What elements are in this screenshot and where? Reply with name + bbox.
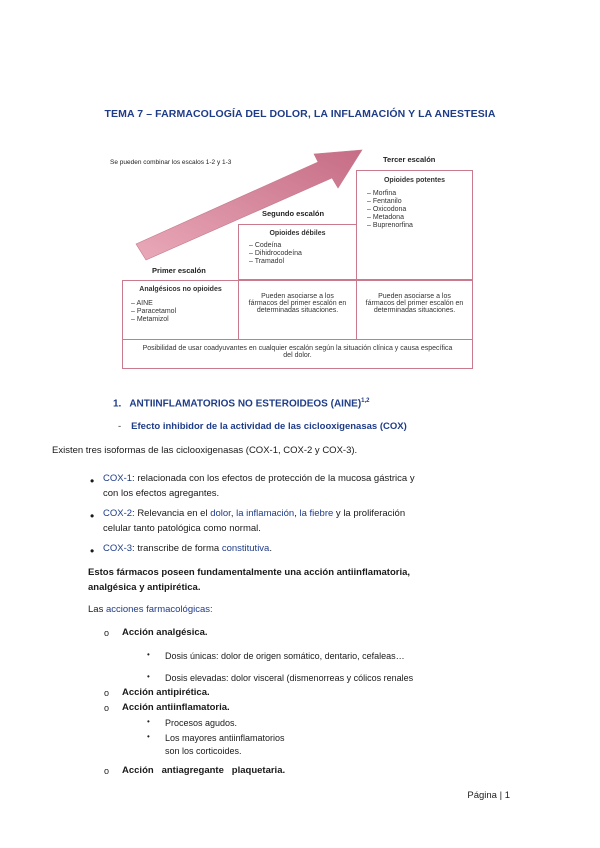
circle-bullet: o	[104, 688, 110, 698]
adjuvant-note-box	[122, 339, 473, 369]
emphasis-line2: analgésica y antipirética.	[88, 582, 201, 593]
mayores-line1: Los mayores antiinflamatorios	[165, 733, 285, 743]
accion-antiinflamatoria: Acción antiinflamatoria.	[122, 702, 230, 713]
step1-item: – AINE	[131, 300, 153, 307]
cox3-constitutiva: constitutiva	[221, 543, 270, 554]
cox2-dolor: dolor	[210, 508, 231, 519]
page-title: TEMA 7 – FARMACOLOGÍA DEL DOLOR, LA INFLAMACIÓN Y LA ANESTESIA	[104, 108, 496, 120]
bullet: •	[90, 509, 95, 523]
section-heading	[113, 398, 370, 409]
accion-antipiretica: Acción antipirética.	[122, 687, 210, 698]
circle-bullet: o	[104, 628, 110, 638]
section-heading-text: ANTIINFLAMATORIOS NO ESTEROIDEOS (AINE)	[129, 398, 362, 410]
step2-item: – Dihidrocodeína	[249, 250, 302, 257]
step1-item: – Paracetamol	[131, 308, 177, 315]
sub-bullet: •	[147, 717, 150, 726]
sub-bullet: •	[147, 732, 150, 741]
cox2-fiebre: la fiebre	[299, 508, 334, 519]
cox3-text: : transcribe de forma	[132, 543, 222, 554]
dosis-elevadas: Dosis elevadas: dolor visceral (dismenorreas y cólicos renales	[165, 673, 414, 683]
section-number: 1.	[113, 398, 122, 410]
intro-paragraph: Existen tres isoformas de las ciclooxigenasas (COX-1, COX-2 y COX-3).	[52, 445, 358, 456]
subheading	[118, 421, 407, 432]
arrow-note: Se pueden combinar los escalos 1-2 y 1-3	[110, 159, 232, 166]
procesos-agudos: Procesos agudos.	[165, 718, 238, 728]
cox1-label: COX-1	[103, 473, 133, 484]
circle-bullet: o	[104, 703, 110, 713]
acciones-intro	[88, 604, 213, 615]
page-number: Página | 1	[467, 790, 510, 801]
step1-label: Primer escalón	[152, 266, 206, 275]
step3-header: Opioides potentes	[383, 177, 446, 184]
section-refs: 1,2	[361, 398, 370, 404]
emphasis-line1: Estos fármacos poseen fundamentalmente una acción antiinflamatoria,	[88, 567, 411, 578]
cox2-text1: : Relevancia en el	[132, 508, 211, 519]
bullet: •	[90, 544, 95, 558]
sub-bullet: •	[147, 650, 150, 659]
step2-label: Segundo escalón	[262, 209, 325, 218]
step2-item: – Codeína	[249, 242, 282, 249]
accion-antiagregante: Acción antiagregante plaquetaria.	[122, 765, 286, 776]
cox2-comma: ,	[230, 508, 237, 519]
step2-item: – Tramadol	[249, 258, 285, 265]
cox1-text: : relacionada con los efectos de protección de la mucosa gástrica y	[132, 473, 415, 484]
step1-item: – Metamizol	[131, 316, 169, 323]
cox3-label: COX-3	[103, 543, 133, 554]
accion-analgesica: Acción analgésica.	[122, 627, 208, 638]
cox2-y: y la proliferación	[333, 508, 406, 519]
bullet: •	[90, 474, 95, 488]
acciones-pre: Las	[88, 604, 106, 615]
step1-header: Analgésicos no opioides	[139, 286, 222, 293]
subheading-text: Efecto inhibidor de la actividad de las ciclooxigenasas (COX)	[131, 421, 407, 432]
sub-bullet: •	[147, 672, 150, 681]
step3-item: – Fentanilo	[367, 198, 402, 205]
subheading-dash: -	[118, 421, 122, 432]
cox3-line	[103, 543, 272, 554]
step2-combine-box	[238, 280, 357, 340]
cox2-label: COX-2	[103, 508, 133, 519]
step3-item: – Morfina	[367, 190, 397, 197]
cox1-line1	[103, 473, 415, 484]
step1-box	[122, 280, 239, 340]
step3-combine-text: Pueden asociarse a los fármacos del primer escalón en determinadas situaciones.	[365, 293, 464, 314]
acciones-label: acciones farmacológicas:	[105, 604, 213, 615]
step3-item: – Metadona	[367, 214, 404, 221]
circle-bullet: o	[104, 766, 110, 776]
adjuvant-note-text: Posibilidad de usar coadyuvantes en cualquier escalón según la situación clínica y causa específica del dolor.	[142, 345, 453, 359]
cox2-inflamacion: la inflamación	[236, 508, 295, 519]
cox1-line2: con los efectos agregantes.	[103, 488, 220, 499]
dosis-unicas: Dosis únicas: dolor de origen somático, dentario, cefaleas…	[165, 651, 405, 661]
step3-label: Tercer escalón	[383, 155, 436, 164]
step3-item: – Buprenorfina	[367, 222, 413, 229]
step2-box	[238, 224, 357, 280]
analgesic-ladder-figure	[100, 148, 500, 378]
cox2-line1	[103, 508, 405, 519]
step3-item: – Oxicodona	[367, 206, 407, 213]
step2-combine-text: Pueden asociarse a los fármacos del primer escalón en determinadas situaciones.	[248, 293, 347, 314]
step2-header: Opioides débiles	[269, 230, 326, 237]
cox2-line2: celular tanto patológica como normal.	[103, 523, 261, 534]
cox2-comma2: ,	[294, 508, 300, 519]
mayores-line2: son los corticoides.	[165, 746, 242, 756]
step3-combine-box	[356, 280, 473, 340]
cox3-end: .	[269, 543, 272, 554]
step3-box	[356, 170, 473, 280]
